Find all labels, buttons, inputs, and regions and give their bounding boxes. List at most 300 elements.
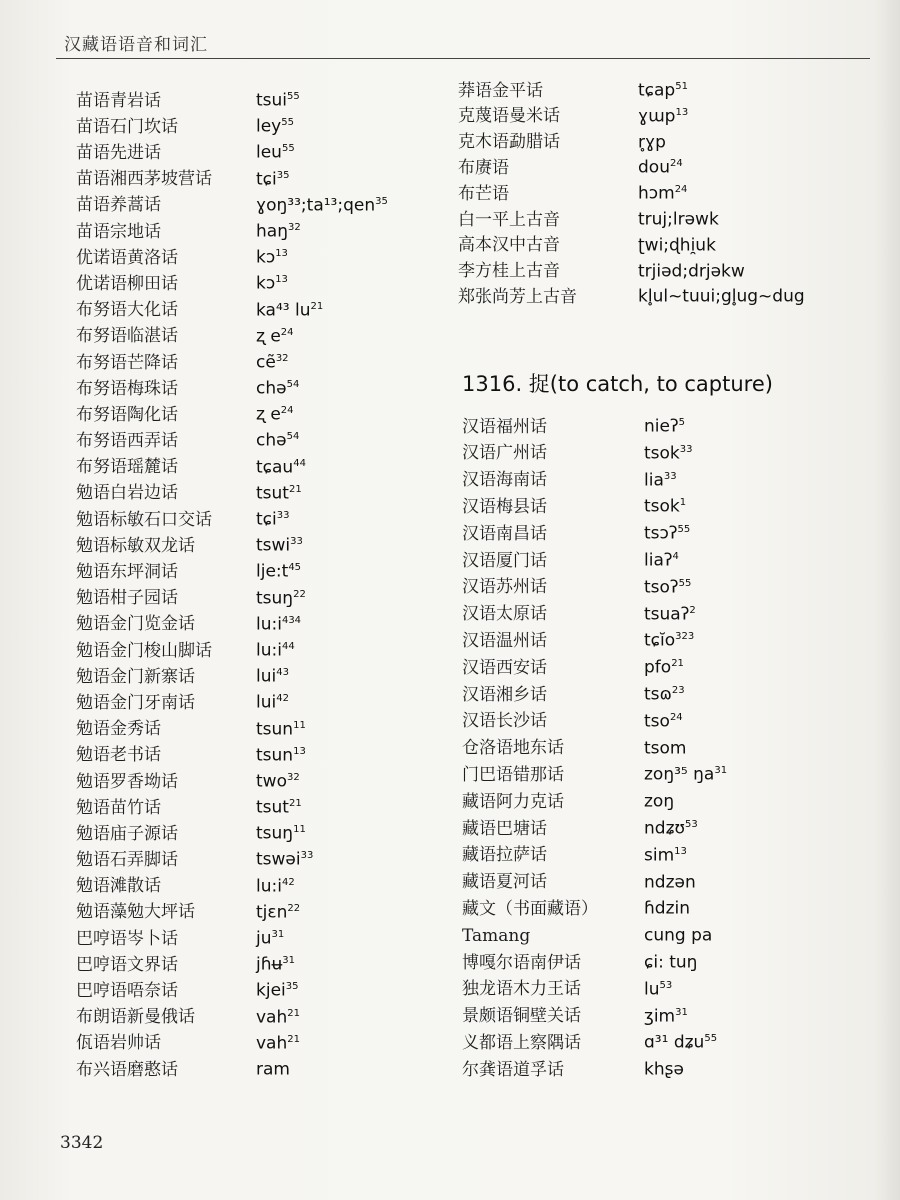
language-name: 勉语标敏石口交话 — [76, 509, 212, 530]
dictionary-row — [76, 346, 388, 372]
language-name: 汉语梅县话 — [462, 497, 547, 518]
dictionary-row — [462, 624, 727, 651]
language-name: 汉语太原话 — [462, 604, 547, 625]
language-name: 布努语芒降话 — [76, 352, 178, 373]
phonetic-base: tɕi — [256, 509, 277, 530]
language-name: 李方桂上古音 — [458, 261, 560, 282]
dictionary-row — [76, 84, 388, 110]
language-name: 尔龚语道孚话 — [462, 1059, 564, 1080]
phonetic-base: lu:i — [256, 640, 282, 661]
tone-superscript: 55 — [281, 117, 294, 129]
language-name: 布努语临湛话 — [76, 326, 178, 347]
phonetic-base: vah — [256, 1033, 288, 1054]
phonetic-base: two — [256, 771, 287, 792]
phonetic-base: tsun — [256, 745, 294, 766]
phonetic-base: sim — [644, 845, 675, 866]
language-name: 勉语东坪洞话 — [76, 562, 178, 583]
tone-superscript: 22 — [293, 588, 306, 600]
phonetic-base: tɕap — [638, 80, 676, 101]
dictionary-row — [76, 686, 388, 712]
tone-superscript: 11 — [293, 719, 306, 731]
dictionary-row — [76, 372, 388, 398]
dictionary-row — [76, 765, 388, 791]
tone-superscript: 31 — [714, 765, 728, 777]
language-name: 佤语岩帅话 — [76, 1033, 161, 1054]
tone-superscript: 42 — [276, 693, 289, 705]
tone-superscript: 323 — [675, 631, 695, 643]
dictionary-row — [462, 1053, 727, 1080]
phonetic-base: lu — [644, 979, 660, 1000]
tone-superscript: 21 — [287, 1007, 300, 1019]
phonetic-form — [644, 598, 696, 628]
language-name: 勉语苗竹话 — [76, 797, 161, 818]
phonetic-form — [644, 410, 685, 440]
dictionary-row — [76, 189, 388, 215]
phonetic-base: khʂə — [644, 1059, 684, 1080]
dictionary-row — [462, 651, 727, 678]
phonetic-base: tjɛn — [256, 902, 288, 923]
dictionary-row — [462, 464, 727, 491]
dictionary-row — [458, 100, 805, 126]
phonetic-form — [644, 678, 685, 708]
dictionary-row — [462, 758, 727, 785]
phonetic-form — [644, 705, 683, 735]
phonetic-base: ram — [256, 1059, 290, 1080]
dictionary-row — [462, 490, 727, 517]
dictionary-row — [462, 437, 727, 464]
dictionary-row — [76, 136, 388, 162]
language-name: 莽语金平话 — [458, 80, 543, 101]
language-name: 布努语梅珠话 — [76, 378, 178, 399]
language-name: 克蔑语曼米话 — [458, 106, 560, 127]
dictionary-row — [76, 294, 388, 320]
phonetic-base: lui — [256, 692, 277, 713]
language-name: 苗语养蒿话 — [76, 195, 161, 216]
language-name: 高本汉中古音 — [458, 235, 560, 256]
language-name: 义都语上察隅话 — [462, 1032, 581, 1053]
dictionary-row — [458, 203, 805, 229]
phonetic-base: leu — [256, 143, 282, 164]
phonetic-form — [644, 866, 696, 896]
phonetic-base: hɔm — [638, 183, 675, 204]
dictionary-row — [76, 1053, 388, 1079]
phonetic-base: tsoʔ — [644, 577, 679, 598]
tone-superscript: 13 — [675, 106, 689, 118]
phonetic-base: tsɔʔ — [644, 523, 678, 544]
dictionary-row — [76, 267, 388, 293]
tone-superscript: 32 — [286, 771, 300, 783]
tone-superscript: 32 — [287, 221, 301, 233]
phonetic-base: haŋ — [256, 221, 288, 242]
tone-superscript: 44 — [281, 640, 295, 652]
phonetic-base: zoŋ³⁵ ŋa — [644, 765, 715, 786]
phonetic-form — [644, 732, 686, 762]
dictionary-row — [76, 922, 388, 948]
language-name: 勉语滩散话 — [76, 876, 161, 897]
phonetic-base: ndʑʊ — [644, 818, 685, 839]
tone-superscript: 21 — [287, 1033, 300, 1045]
dictionary-row — [76, 451, 388, 477]
phonetic-base: ju — [256, 928, 272, 949]
phonetic-base: trjiəd;drjəkw — [638, 261, 745, 282]
tone-superscript: 35 — [276, 169, 290, 181]
tone-superscript: 33 — [663, 470, 677, 482]
phonetic-base: tɕi — [256, 169, 277, 190]
language-name: 勉语金门梭山脚话 — [76, 640, 212, 661]
tone-superscript: 31 — [675, 1006, 688, 1018]
phonetic-base: vah — [256, 1007, 288, 1028]
language-name: 汉语温州话 — [462, 631, 547, 652]
language-name: 布努语大化话 — [76, 300, 178, 321]
dictionary-row — [462, 598, 727, 625]
language-name: 独龙语木力王话 — [462, 979, 581, 1000]
tone-superscript: 32 — [275, 352, 289, 364]
dictionary-row — [76, 529, 388, 555]
header-rule — [56, 58, 870, 59]
dictionary-row — [76, 974, 388, 1000]
tone-superscript: 55 — [704, 1033, 718, 1045]
language-name: 勉语石弄脚话 — [76, 850, 178, 871]
tone-superscript: 23 — [671, 684, 685, 696]
dictionary-row — [458, 255, 805, 281]
phonetic-base: tɕau — [256, 457, 294, 478]
phonetic-base: lui — [256, 666, 277, 687]
tone-superscript: 51 — [675, 81, 688, 92]
tone-superscript: 13 — [275, 248, 288, 260]
phonetic-form — [644, 1053, 684, 1083]
phonetic-base: kl̥ul~tuui;gl̥ug~dug — [638, 287, 805, 308]
phonetic-base: tsuŋ — [256, 823, 294, 844]
phonetic-base: jɦʉ — [256, 954, 283, 975]
dictionary-row — [76, 948, 388, 974]
tone-superscript: 33 — [300, 850, 314, 862]
dictionary-row — [462, 866, 727, 893]
phonetic-form — [644, 544, 679, 574]
tone-superscript: 53 — [685, 818, 698, 830]
dictionary-row — [76, 320, 388, 346]
phonetic-base: r̥ɣp — [638, 132, 666, 153]
dictionary-row — [462, 785, 727, 812]
dictionary-row — [462, 919, 727, 946]
language-name: 勉语藻勉大坪话 — [76, 902, 195, 923]
phonetic-base: cẽ — [256, 352, 276, 373]
phonetic-form — [644, 624, 694, 654]
language-name: 巴哼语唔奈话 — [76, 981, 178, 1002]
phonetic-base: tsok — [644, 497, 680, 518]
phonetic-base: tsuŋ — [256, 588, 294, 609]
phonetic-base: chə — [256, 378, 287, 399]
phonetic-base: tsut — [256, 797, 289, 818]
dictionary-row — [76, 424, 388, 450]
language-name: 汉语南昌话 — [462, 523, 547, 544]
phonetic-base: tswəi — [256, 850, 301, 871]
phonetic-base: truj;lrəwk — [638, 209, 719, 230]
language-name: 布朗语新曼俄话 — [76, 1007, 195, 1028]
language-name: 布兴语磨憨话 — [76, 1059, 178, 1080]
language-name: 藏语拉萨话 — [462, 845, 547, 866]
language-name: 藏语巴塘话 — [462, 818, 547, 839]
phonetic-form — [644, 1026, 717, 1056]
dictionary-row — [458, 229, 805, 255]
phonetic-base: ley — [256, 116, 282, 137]
phonetic-form — [638, 280, 805, 310]
language-name: 仓洛语地东话 — [462, 738, 564, 759]
phonetic-base: lia — [644, 470, 664, 491]
dictionary-row — [462, 946, 727, 973]
dictionary-row — [76, 555, 388, 581]
tone-superscript: 4 — [672, 550, 679, 562]
language-name: 郑张尚芳上古音 — [458, 287, 577, 308]
phonetic-base: cung pa — [644, 925, 713, 946]
language-name: 巴哼语岑卜话 — [76, 928, 178, 949]
phonetic-form — [644, 437, 693, 467]
phonetic-form — [644, 812, 698, 842]
language-name: 苗语青岩话 — [76, 90, 161, 111]
language-name: 汉语长沙话 — [462, 711, 547, 732]
tone-superscript: 11 — [293, 824, 306, 836]
phonetic-base: ɣɯp — [638, 106, 676, 127]
tone-superscript: 21 — [288, 483, 302, 495]
tone-superscript: 21 — [288, 798, 302, 810]
page-edge-shade — [874, 0, 900, 1200]
phonetic-base: chə — [256, 431, 287, 452]
tone-superscript: 43 — [276, 667, 289, 679]
tone-superscript: 33 — [276, 510, 290, 521]
tone-superscript: 24 — [280, 326, 294, 338]
language-name: 勉语金门览金话 — [76, 614, 195, 635]
phonetic-form — [644, 517, 690, 547]
phonetic-base: pfo — [644, 657, 672, 678]
phonetic-base: kɔ — [256, 273, 276, 294]
language-name: 苗语先进话 — [76, 143, 161, 164]
dictionary-row — [76, 163, 388, 189]
phonetic-form — [644, 651, 684, 681]
dictionary-row — [76, 1027, 388, 1053]
dictionary-row — [462, 705, 727, 732]
language-name: 勉语柑子园话 — [76, 588, 178, 609]
dictionary-row — [462, 410, 727, 437]
phonetic-form — [644, 839, 687, 869]
language-name: 布努语陶化话 — [76, 404, 178, 425]
language-name: 勉语老书话 — [76, 745, 161, 766]
phonetic-base: ndzən — [644, 872, 696, 893]
tone-superscript: 55 — [287, 91, 300, 102]
language-name: 汉语厦门话 — [462, 550, 547, 571]
phonetic-base: ʈwi;ɖhi̯uk — [638, 235, 716, 256]
language-name: 勉语金秀话 — [76, 719, 161, 740]
dictionary-row — [458, 280, 805, 306]
language-name: 勉语标敏双龙话 — [76, 535, 195, 556]
language-name: 布赓语 — [458, 158, 509, 179]
tone-superscript: 44 — [293, 457, 306, 469]
language-name: 布努语西弄话 — [76, 431, 178, 452]
language-name: 白一平上古音 — [458, 209, 560, 230]
phonetic-base: tsom — [644, 738, 687, 759]
dictionary-row — [462, 973, 727, 1000]
phonetic-base: dou — [638, 158, 670, 179]
dictionary-row — [76, 608, 388, 634]
dictionary-row — [76, 215, 388, 241]
tone-superscript: 54 — [286, 379, 300, 391]
phonetic-base: ɕi: tuŋ — [644, 952, 698, 973]
running-head: 汉藏语语音和词汇 — [64, 35, 208, 55]
language-name: 勉语白岩边话 — [76, 483, 178, 504]
dictionary-row — [76, 582, 388, 608]
dictionary-row — [76, 241, 388, 267]
dictionary-row — [462, 1026, 727, 1053]
language-name: 优诺语柳田话 — [76, 273, 178, 294]
phonetic-base: ʐ e — [256, 326, 281, 347]
phonetic-form — [644, 490, 686, 520]
phonetic-form — [644, 919, 712, 949]
language-name: 景颇语铜壁关话 — [462, 1006, 581, 1027]
phonetic-form — [644, 1000, 688, 1030]
phonetic-base: tsuaʔ — [644, 604, 690, 625]
phonetic-base: ɣoŋ³³;ta¹³;qen — [256, 195, 376, 216]
dictionary-row — [76, 817, 388, 843]
dictionary-row — [76, 870, 388, 896]
tone-superscript: 53 — [659, 979, 673, 991]
phonetic-base: ɦdzin — [644, 899, 690, 919]
language-name: 藏语阿力克话 — [462, 791, 564, 812]
dictionary-row — [76, 1001, 388, 1027]
phonetic-base: kɔ — [256, 247, 276, 268]
tone-superscript: 2 — [689, 604, 696, 616]
phonetic-form — [644, 973, 672, 1003]
tone-superscript: 22 — [287, 902, 301, 914]
phonetic-form — [256, 1053, 290, 1083]
tone-superscript: 55 — [677, 524, 691, 536]
dictionary-row — [462, 571, 727, 598]
language-name: 汉语福州话 — [462, 416, 547, 437]
dictionary-row — [462, 678, 727, 705]
language-name: 布努语瑶麓话 — [76, 457, 178, 478]
dictionary-row — [76, 843, 388, 869]
phonetic-base: tsɷ — [644, 684, 672, 705]
dictionary-row — [462, 812, 727, 839]
tone-superscript: 45 — [288, 562, 302, 574]
tone-superscript: 55 — [678, 577, 692, 589]
language-name: 门巴语错那话 — [462, 765, 564, 786]
language-name: 苗语石门坎话 — [76, 116, 178, 137]
dictionary-row — [458, 177, 805, 203]
phonetic-form — [644, 946, 697, 976]
tone-superscript: 13 — [275, 274, 288, 286]
phonetic-base: ʐ e — [256, 404, 281, 425]
phonetic-base: zoŋ — [644, 791, 675, 812]
dictionary-row — [458, 126, 805, 152]
dictionary-row — [76, 713, 388, 739]
phonetic-base: tsun — [256, 719, 294, 740]
tone-superscript: 24 — [669, 711, 683, 723]
language-name: 巴哼语文界话 — [76, 954, 178, 975]
phonetic-base: ka⁴³ lu — [256, 300, 311, 321]
tone-superscript: 1 — [679, 497, 687, 509]
language-name: 克木语勐腊话 — [458, 132, 560, 153]
tone-superscript: 33 — [679, 443, 693, 455]
tone-superscript: 35 — [375, 195, 388, 207]
dictionary-row — [76, 477, 388, 503]
dictionary-row — [462, 1000, 727, 1027]
dictionary-row — [76, 503, 388, 529]
dictionary-row — [462, 517, 727, 544]
phonetic-base: ʒim — [644, 1006, 676, 1027]
tone-superscript: 21 — [310, 300, 324, 312]
phonetic-base: lje:t — [256, 562, 289, 583]
dictionary-row — [462, 544, 727, 571]
phonetic-base: liaʔ — [644, 550, 673, 571]
tone-superscript: 31 — [282, 955, 296, 967]
tone-superscript: 24 — [280, 405, 294, 417]
left-column — [76, 84, 388, 1079]
entry-title: 1316. 捉(to catch, to capture) — [462, 372, 773, 396]
phonetic-base: tsok — [644, 443, 680, 464]
tone-superscript: 31 — [271, 929, 285, 940]
tone-superscript: 24 — [669, 158, 683, 170]
phonetic-base: lu:i — [256, 876, 282, 897]
language-name: 勉语庙子源话 — [76, 823, 178, 844]
dictionary-row — [76, 660, 388, 686]
right-column-entries — [462, 410, 727, 1080]
phonetic-base: tswi — [256, 535, 291, 556]
phonetic-base: nieʔ — [644, 416, 679, 437]
dictionary-row — [462, 732, 727, 759]
tone-superscript: 42 — [281, 876, 295, 888]
tone-superscript: 55 — [281, 143, 295, 155]
phonetic-base: kjei — [256, 981, 286, 1002]
dictionary-row — [76, 634, 388, 660]
right-column-top — [458, 74, 805, 306]
phonetic-form — [644, 571, 691, 601]
language-name: 博嘎尔语南伊话 — [462, 952, 581, 973]
tone-superscript: 24 — [674, 184, 688, 196]
language-name: 布芒语 — [458, 183, 509, 204]
tone-superscript: 54 — [286, 431, 300, 443]
tone-superscript: 5 — [678, 417, 686, 428]
dictionary-row — [458, 151, 805, 177]
phonetic-form — [644, 785, 674, 815]
language-name: 汉语湘乡话 — [462, 684, 547, 705]
language-name: 藏语夏河话 — [462, 872, 547, 893]
language-name: 汉语西安话 — [462, 657, 547, 678]
language-name: 苗语湘西茅坡营话 — [76, 169, 212, 190]
phonetic-base: tɕĭo — [644, 631, 676, 652]
language-name: Tamang — [462, 925, 531, 946]
dictionary-row — [76, 110, 388, 136]
tone-superscript: 33 — [290, 536, 303, 548]
page-number: 3342 — [60, 1133, 104, 1153]
phonetic-base: tsui — [256, 90, 288, 111]
dictionary-row — [76, 739, 388, 765]
phonetic-base: tsut — [256, 483, 289, 504]
phonetic-form — [644, 758, 727, 788]
phonetic-base: lu:i — [256, 614, 282, 635]
phonetic-base: ɑ³¹ dʑu — [644, 1032, 705, 1053]
phonetic-form — [644, 892, 690, 922]
tone-superscript: 13 — [674, 845, 687, 857]
phonetic-form — [644, 464, 677, 494]
language-name: 汉语广州话 — [462, 443, 547, 464]
language-name: 勉语罗香坳话 — [76, 771, 178, 792]
language-name: 勉语金门牙南话 — [76, 692, 195, 713]
dictionary-row — [76, 896, 388, 922]
tone-superscript: 35 — [285, 981, 299, 993]
dictionary-row — [462, 839, 727, 866]
dictionary-row — [76, 398, 388, 424]
language-name: 汉语苏州话 — [462, 577, 547, 598]
tone-superscript: 13 — [293, 745, 306, 757]
dictionary-row — [462, 892, 727, 919]
